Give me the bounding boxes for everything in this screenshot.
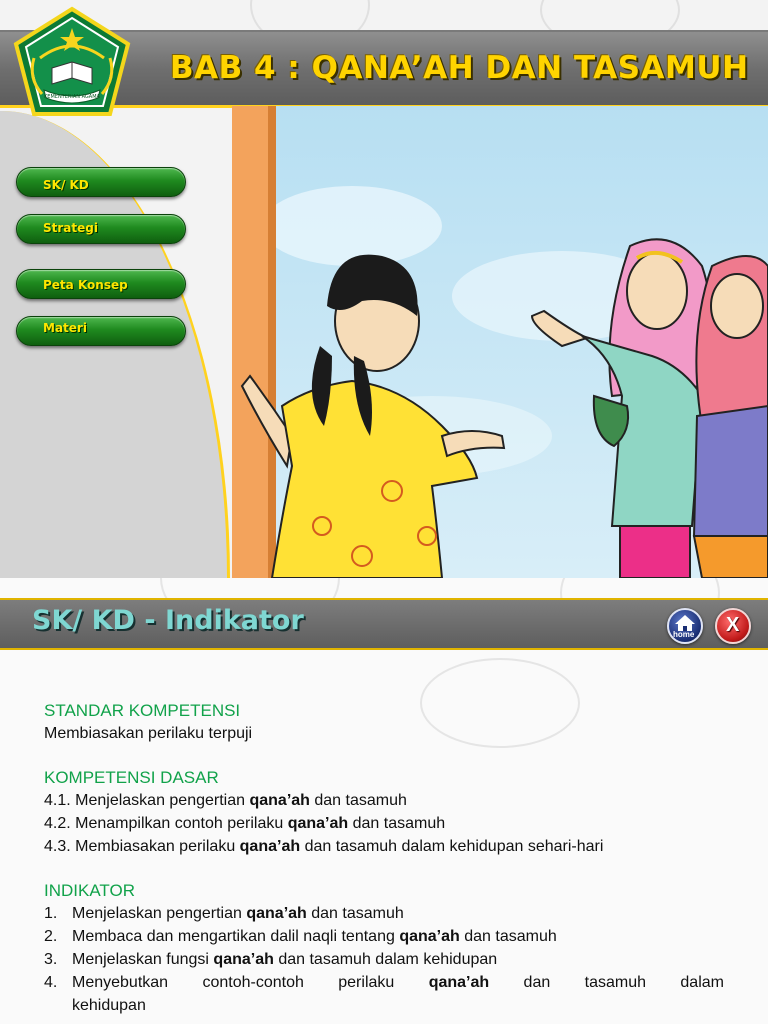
nav-button-materi[interactable]	[16, 316, 186, 346]
kompetensi-item: 4.1. Menjelaskan pengertian qana’ah dan tasamuh	[44, 792, 407, 809]
home-button[interactable]	[667, 608, 703, 644]
standar-kompetensi-text: Membiasakan perilaku terpuji	[44, 725, 253, 742]
kompetensi-item: 4.3. Membiasakan perilaku qana’ah dan tasamuh dalam kehidupan sehari-hari	[44, 838, 604, 855]
section-title: SK/ KD - Indikator	[32, 605, 304, 636]
nav-button-label: Peta Konsep	[43, 278, 128, 292]
chapter-title: BAB 4 : QANA’AH DAN TASAMUH	[170, 50, 749, 86]
illustration-scene	[232, 106, 768, 578]
illustration-image	[232, 106, 768, 578]
slide-sk-kd-indikator	[0, 578, 768, 1024]
indikator-item: 2. Membaca dan mengartikan dalil naqli tentang qana’ah dan tasamuh	[44, 928, 557, 945]
nav-button-strategi[interactable]	[16, 214, 186, 244]
indikator-item: 4. Menyebutkan contoh-contoh perilaku qana’ah dan tasamuh dalam kehidupan	[44, 974, 724, 1014]
indikator-heading: INDIKATOR	[44, 881, 135, 900]
standar-kompetensi-heading: STANDAR KOMPETENSI	[44, 701, 241, 720]
ministry-logo-icon	[10, 6, 134, 118]
nav-button-peta-konsep[interactable]	[16, 269, 186, 299]
home-label: home	[673, 630, 695, 639]
kompetensi-dasar-heading: KOMPETENSI DASAR	[44, 768, 219, 787]
nav-button-label: Strategi	[43, 221, 98, 235]
nav-button-label: Materi	[43, 321, 87, 335]
slide-content	[44, 700, 724, 1017]
close-button[interactable]	[715, 608, 751, 644]
nav-button-label: SK/ KD	[43, 178, 89, 192]
left-menu-panel	[0, 111, 230, 578]
nav-button-sk-kd[interactable]	[16, 167, 186, 197]
indikator-item: 1. Menjelaskan pengertian qana’ah dan tasamuh	[44, 905, 404, 922]
logo-text: KEMENTERIAN AGAMA	[44, 94, 100, 100]
indikator-list	[44, 902, 724, 1017]
close-icon: X	[726, 614, 740, 636]
indikator-item: 3. Menjelaskan fungsi qana’ah dan tasamuh dalam kehidupan	[44, 951, 498, 968]
kompetensi-item: 4.2. Menampilkan contoh perilaku qana’ah dan tasamuh	[44, 815, 446, 832]
